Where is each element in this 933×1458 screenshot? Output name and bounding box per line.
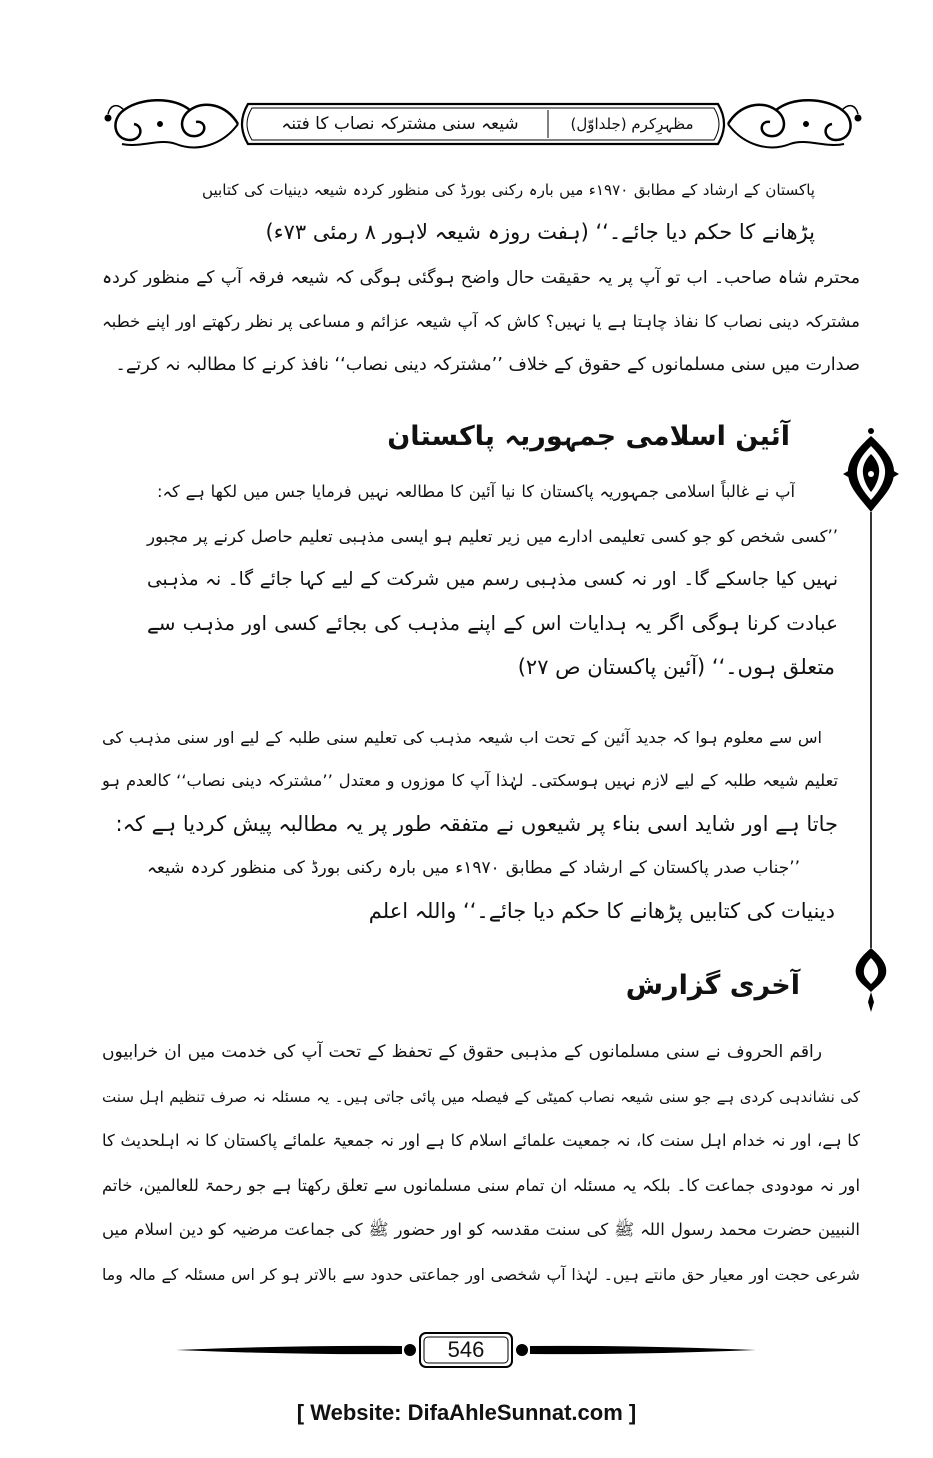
text-line: جاتا ہے اور شاید اسی بناء پر شیعوں نے متفقہ طور پر یہ مطالبہ پیش کردیا ہے کہ: (115, 812, 838, 836)
section-heading: آئین اسلامی جمہوریہ پاکستان (387, 421, 790, 452)
quote-line: نہیں کیا جاسکے گا۔ اور نہ کسی مذہبی رسم میں شرکت کے لیے کہا جائے گا۔ نہ مذہبی (147, 569, 838, 590)
text-line: صدارت میں سنی مسلمانوں کے حقوق کے خلاف ’’مشترکہ دینی نصاب‘‘ نافذ کرنے کا مطالبہ نہ کرتے۔ (115, 355, 860, 375)
text-line: اور نہ مودودی جماعت کا۔ بلکہ یہ مسئلہ ان تمام سنی مسلمانوں سے تعلق رکھتا ہے جو رحمۃ للعالمین، خاتم (102, 1176, 860, 1195)
text-line: آپ نے غالباً اسلامی جمہوریہ پاکستان کا نیا آئین کا مطالعہ نہیں فرمایا جس میں لکھا ہے کہ: (157, 482, 795, 501)
text-line: راقم الحروف نے سنی مسلمانوں کے مذہبی حقوق کے تحفظ کے تحت آپ کی خدمت میں ان خرابیوں (102, 1042, 822, 1062)
website-link[interactable]: [ Website: DifaAhleSunnat.com ] (296, 1400, 637, 1425)
book-title: مظہرِکرم (جلداوّل) (570, 115, 694, 133)
text-line: کا ہے، اور نہ خدام اہل سنت کا، نہ جمعیت علمائے اسلام کا ہے اور نہ جمعیۃ علمائے پاکستان کا نہ اہلحدیث کا (102, 1131, 860, 1150)
page-number: 546 (447, 1337, 485, 1362)
header-flourish-left (105, 100, 238, 147)
section-heading: آخری گزارش (625, 970, 800, 1001)
text-line: مشترکہ دینی نصاب کا نفاذ چاہتا ہے یا نہیں؟ کاش کہ آپ شیعہ عزائم و مساعی پر نظر رکھتے اور اپنے خطبہ (102, 312, 860, 331)
text-line: النبیین حضرت محمد رسول اللہ ﷺ کی سنت مقدسہ کو اور حضور ﷺ کی جماعت مرضیہ کو دین اسلام میں (102, 1220, 860, 1239)
text-line: پاکستان کے ارشاد کے مطابق ۱۹۷۰ء میں بارہ رکنی بورڈ کی منظور کردہ شیعہ دینیات کی کتابیں (202, 181, 815, 199)
quote-line: ’’کسی شخص کو جو کسی تعلیمی ادارے میں زیر تعلیم ہو ایسی مذہبی تعلیم حاصل کرنے پر مجبور (147, 527, 838, 546)
quote-line: عبادت کرنا ہوگی اگر یہ ہدایات اس کے اپنے مذہب کی بجائے کسی اور مذہب سے (147, 611, 838, 635)
text-line: محترم شاہ صاحب۔ اب تو آپ پر یہ حقیقت حال واضح ہوگئی ہوگی کہ شیعہ فرقہ آپ کے منظور کردہ (102, 268, 860, 288)
text-line: پڑھانے کا حکم دیا جائے۔‘‘ (ہفت روزہ شیعہ لاہور ۸ رمئی ۷۳ء) (265, 220, 815, 244)
quote-line: دینیات کی کتابیں پڑھانے کا حکم دیا جائے۔‘‘ واللہ اعلم (368, 899, 835, 923)
quote-line: متعلق ہوں۔‘‘ (آئین پاکستان ص ۲۷) (517, 655, 835, 679)
header-flourish-right (728, 100, 861, 147)
vertical-ornament (843, 428, 899, 1012)
chapter-title: شیعہ سنی مشترکہ نصاب کا فتنہ (281, 114, 519, 134)
text-line: اس سے معلوم ہوا کہ جدید آئین کے تحت اب شیعہ مذہب کی تعلیم سنی طلبہ کے لیے اور سنی مذہب کی (102, 728, 822, 747)
text-line: تعلیم شیعہ طلبہ کے لیے لازم نہیں ہوسکتی۔ لہٰذا آپ کا موزوں و معتدل ’’مشترکہ دینی نصاب‘‘ کالعدم ہو (102, 771, 838, 790)
quote-line: ’’جناب صدر پاکستان کے ارشاد کے مطابق ۱۹۷۰ء میں بارہ رکنی بورڈ کی منظور کردہ شیعہ (147, 857, 800, 877)
text-line: شرعی حجت اور معیار حق مانتے ہیں۔ لہٰذا آپ شخصی اور جماعتی حدود سے بالاتر ہو کر اس مسئلہ کے مالہ وما (102, 1265, 860, 1284)
text-line: کی نشاندہی کردی ہے جو سنی شیعہ نصاب کمیٹی کے فیصلہ میں پائی جاتی ہیں۔ یہ مسئلہ نہ صرف تنظیم اہل سنت (102, 1088, 860, 1106)
